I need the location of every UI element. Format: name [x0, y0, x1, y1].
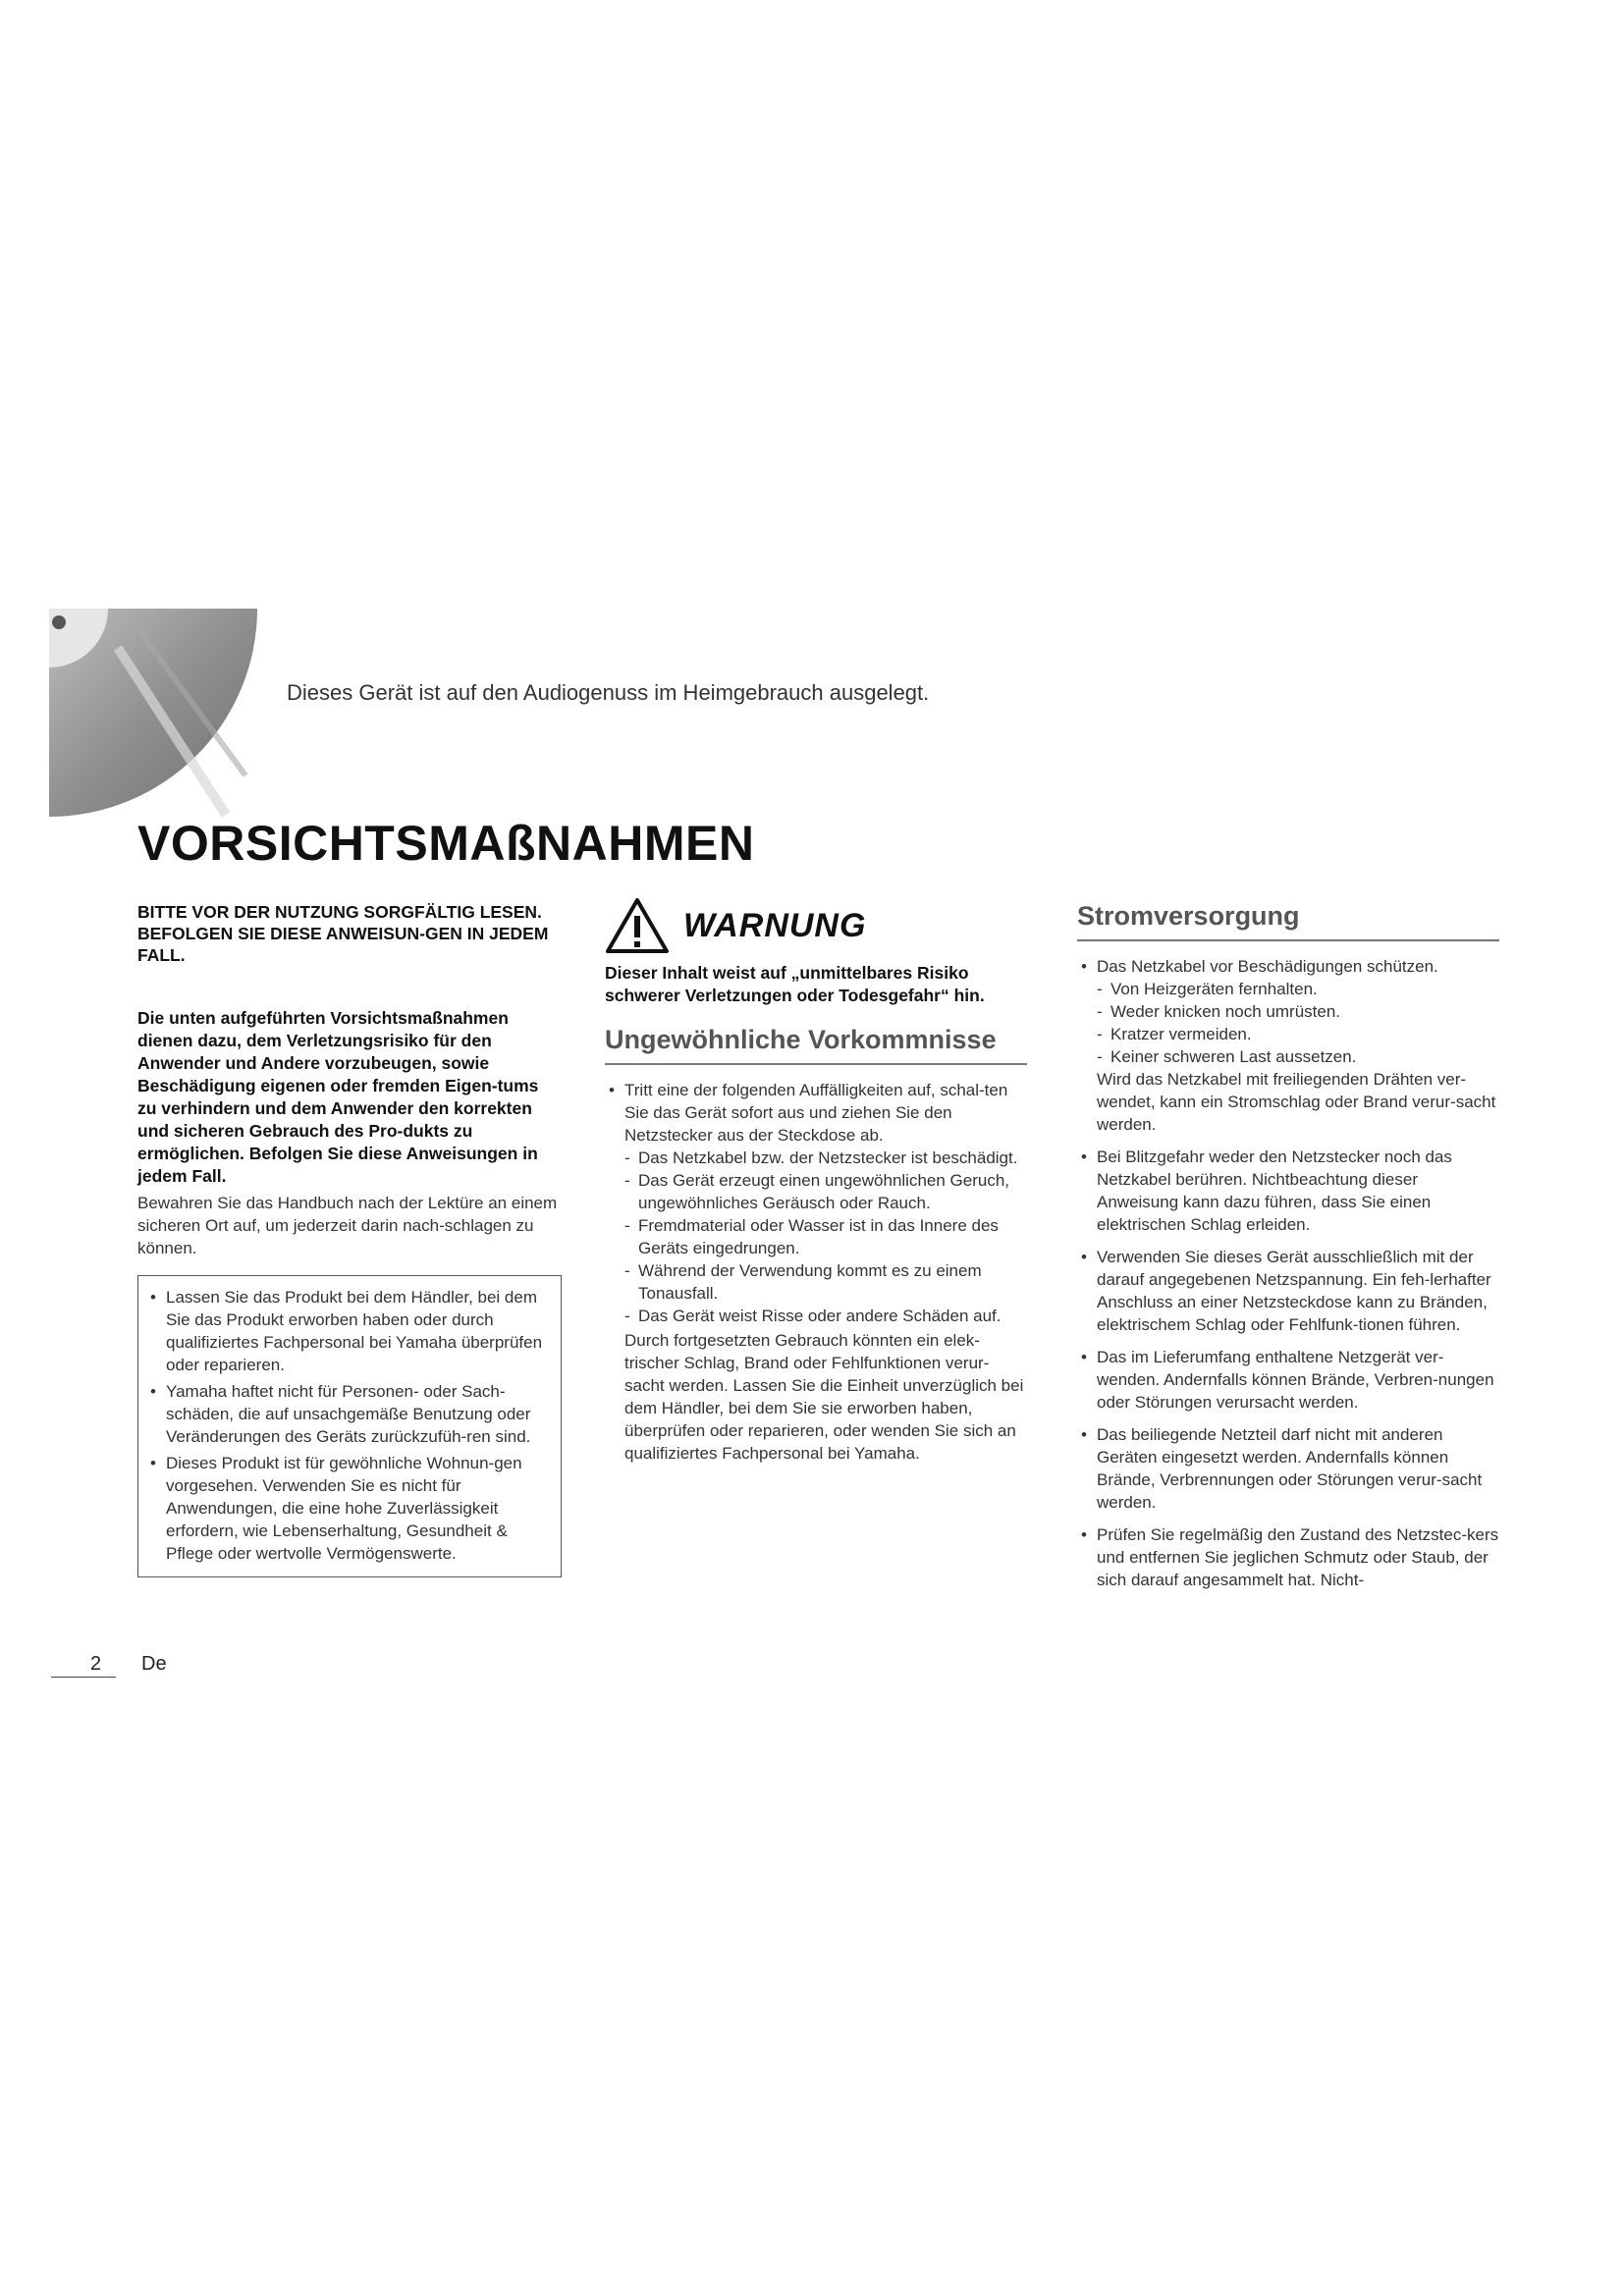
power-bullet-text: Das beiliegende Netzteil darf nicht mit anderen Geräten eingesetzt werden. Andernfalls können Brände, Verbrennungen oder Störungen verur-sacht werden.: [1097, 1425, 1483, 1512]
bullet-dot: •: [1081, 957, 1087, 976]
unusual-item: - Das Gerät erzeugt einen ungewöhnlichen Geruch, ungewöhnliches Geräusch oder Rauch.: [605, 1169, 1027, 1214]
power-sub-item: - Weder knicken noch umrüsten.: [1077, 1000, 1499, 1023]
unusual-item: - Während der Verwendung kommt es zu einem Tonausfall.: [605, 1259, 1027, 1305]
unusual-item: - Das Netzkabel bzw. der Netzstecker ist beschädigt.: [605, 1147, 1027, 1169]
intro-text: Dieses Gerät ist auf den Audiogenuss im Heimgebrauch ausgelegt.: [287, 680, 930, 705]
power-bullet-text: Das Netzkabel vor Beschädigungen schützen.: [1097, 957, 1438, 976]
unusual-after: Durch fortgesetzten Gebrauch könnten ein elek-trischer Schlag, Brand oder Fehlfunktionen verur-sacht werden. Lassen Sie die Einheit unverzüglich bei dem Händler, bei dem Sie sie erworben haben, überprüfen oder reparieren, oder wenden Sie sich an qualifiziertes Fachpersonal bei Yamaha.: [624, 1331, 1024, 1463]
footer-rule: [51, 1677, 116, 1678]
keep-manual-text: Bewahren Sie das Handbuch nach der Lektüre an einem sicheren Ort auf, um jederzeit darin nach-schlagen zu können.: [137, 1194, 558, 1257]
language-code: De: [141, 1653, 167, 1675]
caps-notice: BITTE VOR DER NUTZUNG SORGFÄLTIG LESEN. BEFOLGEN SIE DIESE ANWEISUN-GEN IN JEDEM FALL.: [137, 902, 549, 965]
power-bullet-text: Bei Blitzgefahr weder den Netzstecker noch das Netzkabel berühren. Nichtbeachtung dieser Anweisung kann dazu führen, dass Sie einen elektrischen Schlag erleiden.: [1097, 1148, 1452, 1234]
warning-label: WARNUNG: [683, 906, 867, 944]
power-bullet: [1077, 1146, 1499, 1236]
left-column: [137, 901, 560, 1577]
unusual-item: - Fremdmaterial oder Wasser ist in das Innere des Geräts eingedrungen.: [605, 1214, 1027, 1259]
precautions-purpose: Die unten aufgeführten Vorsichtsmaßnahmen dienen dazu, dem Verletzungsrisiko für den Anwender und Andere vorzubeugen, sowie Beschädigung eigenen oder fremden Eigen-tums zu verhindern und dem Anwender den korrekten und sicheren Gebrauch des Pro-dukts zu ermöglichen. Befolgen Sie diese Anweisungen in jedem Fall.: [137, 1008, 539, 1186]
bullet-dot: •: [1081, 1348, 1087, 1366]
power-sub-item: - Kratzer vermeiden.: [1077, 1023, 1499, 1045]
bullet-dot: •: [1081, 1425, 1087, 1444]
power-bullet: [1077, 1346, 1499, 1414]
warning-description: Dieser Inhalt weist auf „unmittelbares Risiko schwerer Verletzungen oder Todesgefahr“ hin.: [605, 963, 985, 1005]
power-bullet: [1077, 1523, 1499, 1591]
section-title-unusual: Ungewöhnliche Vorkommnisse: [605, 1025, 1027, 1065]
disc-graphic: [0, 609, 265, 844]
section-title-power: Stromversorgung: [1077, 901, 1499, 941]
power-sub-item: - Von Heizgeräten fernhalten.: [1077, 978, 1499, 1000]
power-follow: Wird das Netzkabel mit freiliegenden Drähten ver-wendet, kann ein Stromschlag oder Brand verur-sacht werden.: [1097, 1070, 1496, 1134]
page-title: VORSICHTSMAßNAHMEN: [137, 816, 755, 871]
power-bullet-text: Prüfen Sie regelmäßig den Zustand des Netzstec-kers und entfernen Sie jeglichen Schmutz oder Staub, der sich darauf angesammelt hat. Nicht-: [1097, 1525, 1499, 1589]
bullet-dot: •: [1081, 1148, 1087, 1166]
page-number: 2: [90, 1653, 102, 1675]
unusual-intro: Tritt eine der folgenden Auffälligkeiten auf, schal-ten Sie das Gerät sofort aus und ziehen Sie den Netzstecker aus der Steckdose ab.: [624, 1081, 1008, 1145]
bullet-dot: •: [609, 1081, 615, 1099]
unusual-item: - Das Gerät weist Risse oder andere Schäden auf.: [605, 1305, 1027, 1327]
note-item: • Dieses Produkt ist für gewöhnliche Wohnun-gen vorgesehen. Verwenden Sie es nicht für Anwendungen, die eine hohe Zuverlässigkeit erfordern, wie Lebenserhaltung, Gesundheit & Pflege oder wertvolle Vermögenswerte.: [146, 1452, 553, 1565]
bullet-dot: •: [1081, 1525, 1087, 1544]
bullet-dot: •: [1081, 1248, 1087, 1266]
power-bullet: [1077, 955, 1499, 1136]
power-bullet-text: Das im Lieferumfang enthaltene Netzgerät ver-wenden. Andernfalls können Brände, Verbren-nungen oder Störungen verursacht werden.: [1097, 1348, 1494, 1412]
middle-column: [605, 893, 1027, 1474]
warning-header: [605, 893, 1027, 958]
notes-box: [137, 1275, 562, 1577]
warning-triangle-icon: [605, 896, 670, 955]
unusual-bullet: [605, 1079, 1027, 1465]
power-bullet: [1077, 1246, 1499, 1336]
power-bullet-text: Verwenden Sie dieses Gerät ausschließlich mit der darauf angegebenen Netzspannung. Ein feh-lerhafter Anschluss an einer Netzsteckdose kann zu Bränden, elektrischem Schlag oder Fehlfunk-tionen führen.: [1097, 1248, 1491, 1334]
right-column: [1077, 893, 1499, 1601]
power-bullet: [1077, 1423, 1499, 1514]
note-item: • Lassen Sie das Produkt bei dem Händler, bei dem Sie das Produkt erworben haben oder durch qualifiziertes Fachpersonal bei Yamaha überprüfen oder reparieren.: [146, 1286, 553, 1376]
power-sub-item: - Keiner schweren Last aussetzen.: [1077, 1045, 1499, 1068]
note-item: • Yamaha haftet nicht für Personen- oder Sach-schäden, die auf unsachgemäße Benutzung oder Veränderungen des Geräts zurückzufüh-ren sind.: [146, 1380, 553, 1448]
